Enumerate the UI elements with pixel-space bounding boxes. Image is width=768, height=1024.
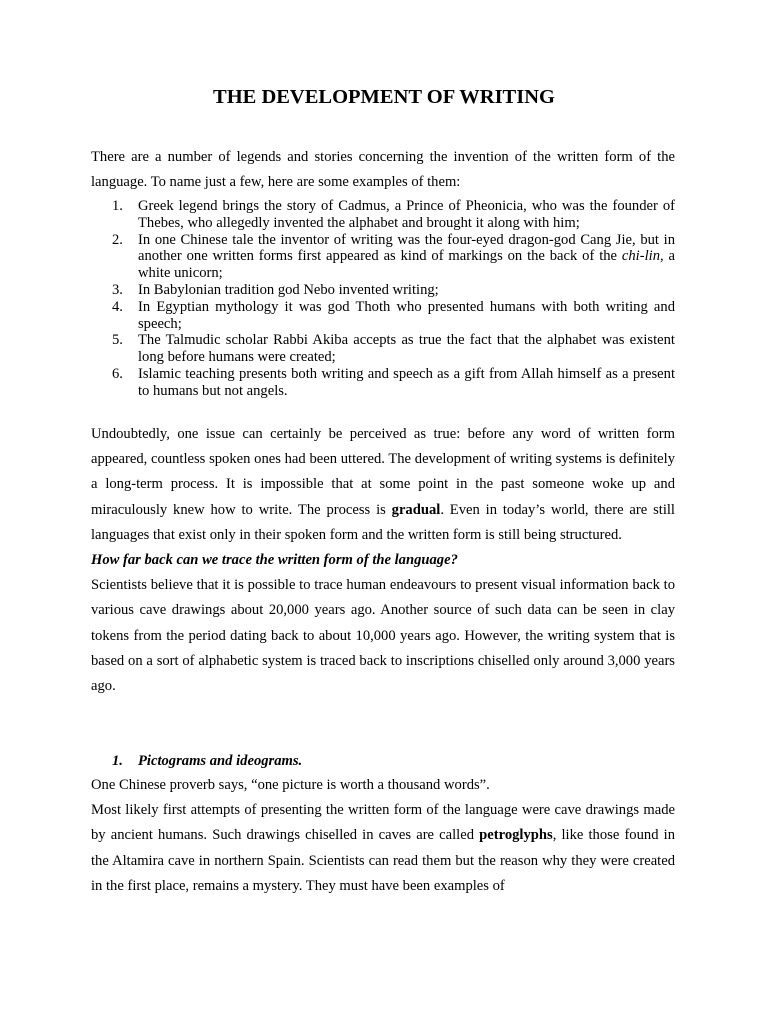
body-block: [91, 773, 675, 899]
proverb-paragraph: One Chinese proverb says, “one picture is worth a thousand words”.: [91, 777, 490, 793]
scientists-paragraph: Scientists believe that it is possible to trace human endeavours to present visual information back to various cave drawings about 20,000 years ago. Another source of such data can be seen in clay tokens from the period dating back to about 10,000 years ago. However, the writing system that is based on a sort of alphabetic system is traced back to inscriptions chiselled only around 3,000 years ago.: [91, 577, 675, 695]
petroglyphs-paragraph: [91, 798, 675, 899]
list-item-text: Islamic teaching presents both writing and speech as a gift from Allah himself as a present to humans but not angels.: [138, 365, 675, 399]
list-number: 1.: [112, 198, 123, 214]
bold-term: gradual: [391, 501, 441, 518]
question-heading: How far back can we trace the written form of the language?: [91, 552, 458, 569]
paragraph-text: , like those found in the Altamira cave in northern Spain. Scientists can read them but the reason why they were created in the first place, remains a mystery. They must have been examples of: [91, 827, 675, 894]
list-item-text: In one Chinese tale the inventor of writing was the four-eyed dragon-god Cang Jie, but in another one written forms first appeared as kind of markings on the back of the: [138, 231, 675, 265]
list-item: [91, 198, 675, 232]
list-item: [91, 332, 675, 366]
legends-list: [91, 198, 675, 400]
page-title: THE DEVELOPMENT OF WRITING: [213, 86, 555, 108]
gradual-paragraph: [91, 422, 675, 548]
body-block: [91, 422, 675, 699]
list-item-text: The Talmudic scholar Rabbi Akiba accepts as true the fact that the alphabet was existent long before humans were created;: [138, 332, 675, 366]
list-item: [91, 366, 675, 400]
list-item: [91, 282, 675, 299]
list-item: [91, 299, 675, 333]
list-number: 5.: [112, 332, 123, 349]
list-item-text: In Egyptian mythology it was god Thoth who presented humans with both writing and speech;: [138, 298, 675, 332]
list-number: 3.: [112, 281, 123, 298]
list-number: 6.: [112, 365, 123, 382]
list-item-text: Greek legend brings the story of Cadmus, a Prince of Pheonicia, who was the founder of Thebes, who allegedly invented the alphabet and brought it along with him;: [138, 198, 675, 231]
emphasis-text: chi-lin: [621, 248, 661, 265]
paragraph-text: Undoubtedly, one issue can certainly be perceived as true: before any word of written form appeared, countless spoken ones had been uttered. The development of writing systems is definitely a long-term process. It is impossible that at some point in the past someone woke up and miraculously knew how to write. The process is: [91, 426, 675, 518]
section-heading: [91, 751, 675, 771]
section-number: 1.: [112, 753, 123, 769]
paragraph-text: . Even in today’s world, there are still languages that exist only in their spoken form and the written form is still being structured.: [91, 501, 675, 543]
list-item-text: In Babylonian tradition god Nebo invented writing;: [138, 281, 439, 298]
intro-paragraph: There are a number of legends and stories concerning the invention of the written form of the language. To name just a few, here are some examples of them:: [91, 149, 675, 191]
paragraph-text: Most likely first attempts of presenting the written form of the language were cave drawings made by ancient humans. Such drawings chiselled in caves are called: [91, 802, 675, 844]
bold-term: petroglyphs: [479, 827, 553, 844]
section-title: Pictograms and ideograms.: [138, 753, 303, 769]
list-item: [91, 232, 675, 282]
list-number: 4.: [112, 298, 123, 315]
list-item-text: , a white unicorn;: [138, 248, 676, 282]
list-number: 2.: [112, 231, 123, 248]
